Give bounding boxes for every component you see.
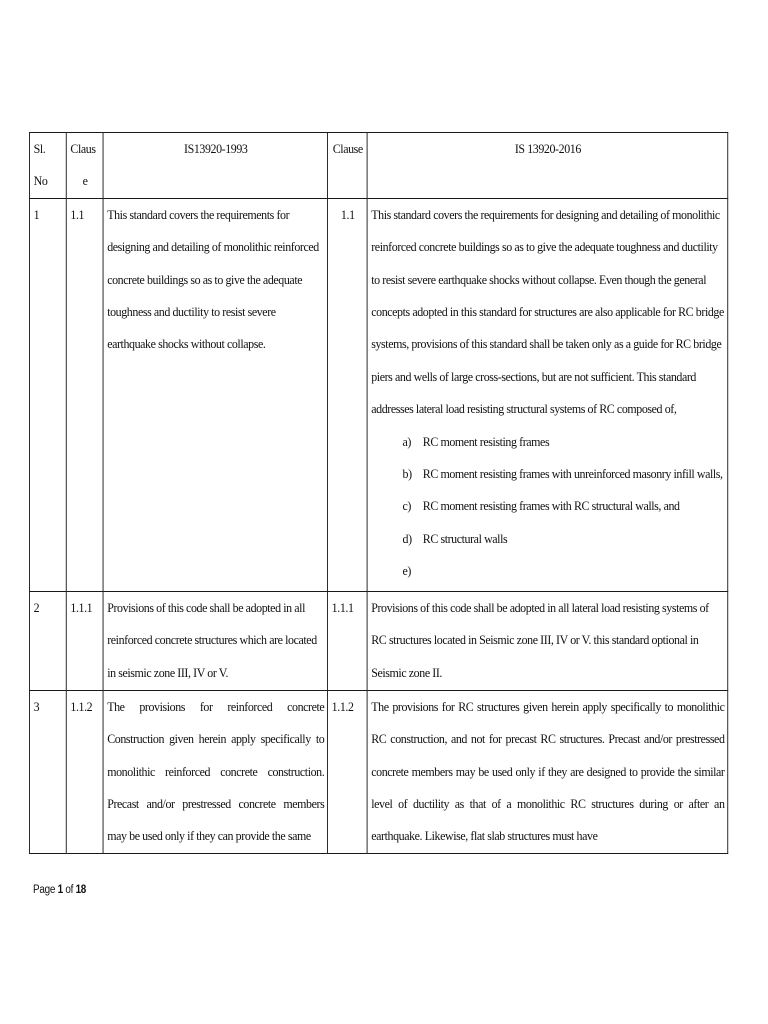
structural-systems-list <box>371 426 724 588</box>
cell-sl-no: 2 <box>29 591 66 690</box>
cell-clause-old: 1.1.2 <box>66 690 103 853</box>
list-item <box>403 426 725 458</box>
header-new-standard: IS 13920-2016 <box>367 133 728 199</box>
header-clause-old-line1: Claus <box>70 141 96 156</box>
list-item-text: RC moment resisting frames with RC structural walls, and <box>422 498 680 514</box>
cell-sl-no: 1 <box>29 198 66 591</box>
cell-text-new <box>367 591 728 690</box>
cell-clause-new: 1.1.1 <box>328 591 368 690</box>
list-marker: e) <box>402 563 411 579</box>
list-marker: c) <box>402 498 411 514</box>
text-old-paragraph: This standard covers the requirements for designing and detailing of monolithic reinforced concrete buildings so as to give the adequate toughness and ductility to resist severe earthquake shocks without collapse. <box>107 206 319 352</box>
cell-clause-new: 1.1.2 <box>328 690 368 853</box>
cell-clause-old: 1.1 <box>66 198 103 591</box>
cell-text-old <box>103 591 327 690</box>
table-header-row <box>29 133 727 199</box>
cell-text-new <box>367 690 728 853</box>
comparison-table <box>29 132 728 854</box>
header-sl-line1: Sl. <box>33 141 46 156</box>
header-sl-no <box>29 133 66 199</box>
list-item <box>403 490 725 522</box>
footer-page-number: 1 <box>57 884 63 896</box>
footer-of-word: of <box>65 884 74 896</box>
cell-sl-no: 3 <box>29 690 66 853</box>
cell-clause-new: 1.1 <box>328 198 368 591</box>
text-old-paragraph: Provisions of this code shall be adopted in all reinforced concrete structures which are located in seismic zone III, IV or V. <box>107 599 317 680</box>
text-old-paragraph: The provisions for reinforced concrete Construction given herein apply specifically to monolithic reinforced concrete construction. Precast and/or prestressed concrete members may be used only if they can provide the same <box>107 698 325 844</box>
table-row <box>29 198 727 591</box>
list-marker: a) <box>402 433 411 449</box>
text-new-paragraph: The provisions for RC structures given herein apply specifically to monolithic RC construction, and not for precast RC structures. Precast and/or prestressed concrete members may be used only if they are designed to provide the similar level of ductility as that of a monolithic RC structures during or after an earthquake. Likewise, flat slab structures must have <box>371 698 725 844</box>
table-row <box>29 591 727 690</box>
list-item <box>403 555 725 587</box>
cell-text-old <box>103 198 327 591</box>
list-marker: b) <box>402 466 412 482</box>
cell-text-old <box>103 690 327 853</box>
footer-page-total: 18 <box>75 884 87 896</box>
text-new-paragraph: This standard covers the requirements for designing and detailing of monolithic reinforced concrete buildings so as to give the adequate toughness and ductility to resist severe earthquake shocks without collapse. Even though the general concepts adopted in this standard for structures are also applicable for RC bridge systems, provisions of this standard shall be taken only as a guide for RC bridge piers and wells of large cross-sections, but are not sufficient. This standard addresses lateral load resisting structural systems of RC composed of, <box>371 206 724 417</box>
list-item <box>403 523 725 555</box>
table-row <box>29 690 727 853</box>
list-item-text: RC moment resisting frames with unreinforced masonry infill walls, <box>422 466 723 482</box>
cell-clause-old: 1.1.1 <box>66 591 103 690</box>
list-marker: d) <box>402 530 412 546</box>
cell-text-new <box>367 198 728 591</box>
text-new-paragraph: Provisions of this code shall be adopted in all lateral load resisting systems of RC structures located in Seismic zone III, IV or V. this standard optional in Seismic zone II. <box>371 599 709 680</box>
header-clause-old <box>66 133 103 199</box>
list-item-text: RC moment resisting frames <box>422 433 550 449</box>
page-footer <box>33 884 86 896</box>
list-item <box>403 458 725 490</box>
footer-page-word: Page <box>33 884 56 896</box>
header-sl-line2: No <box>33 173 48 189</box>
header-clause-old-line2: e <box>82 173 88 189</box>
header-old-standard: IS13920-1993 <box>103 133 327 199</box>
list-item-text: RC structural walls <box>422 530 508 546</box>
header-clause-new: Clause <box>328 133 368 199</box>
